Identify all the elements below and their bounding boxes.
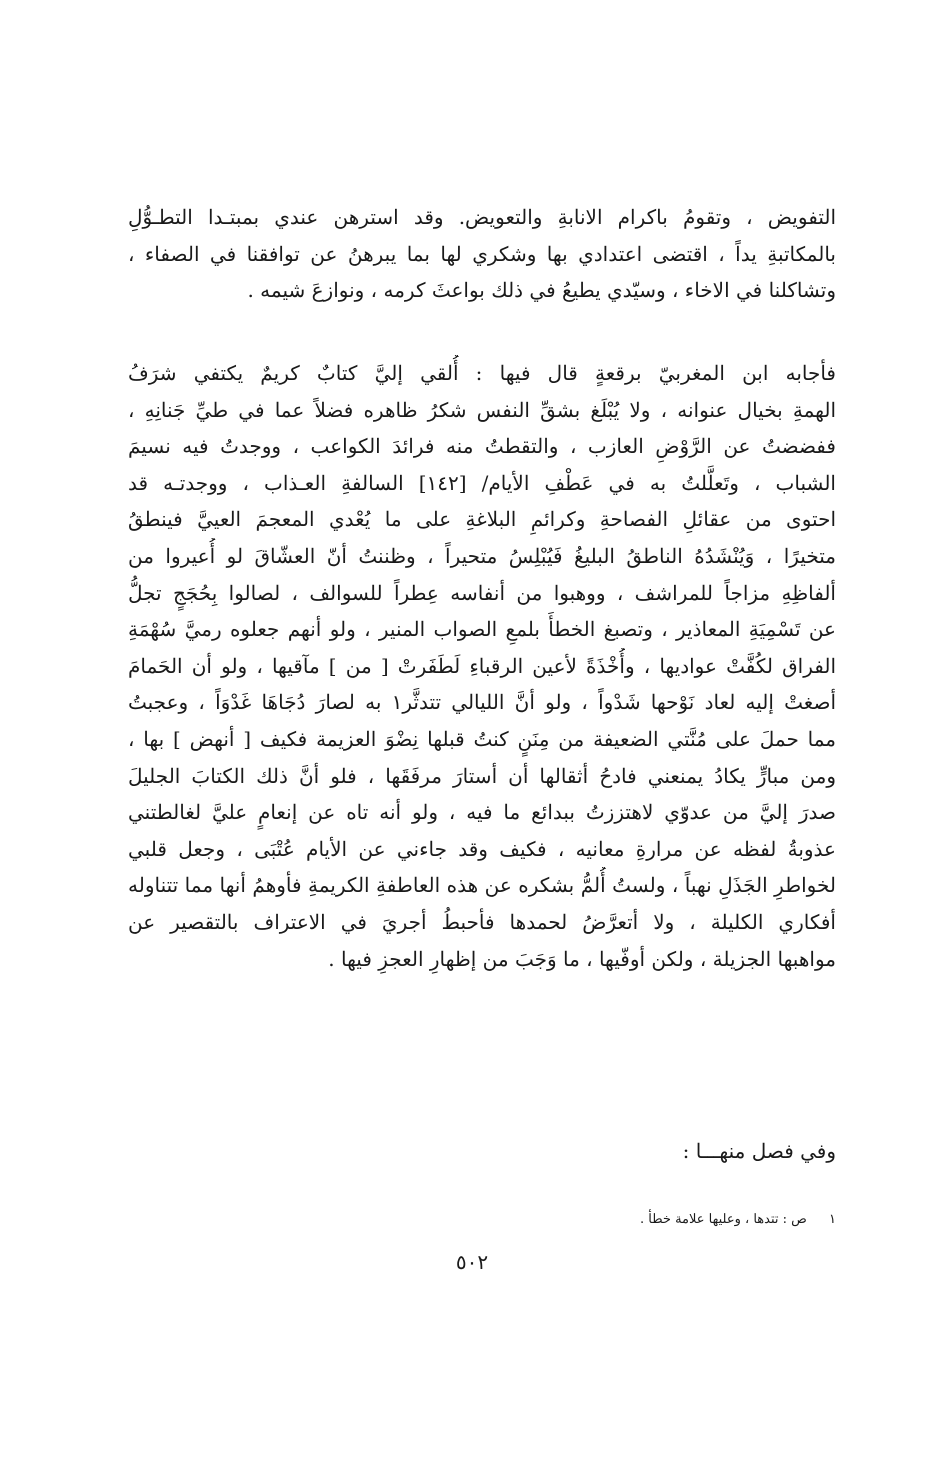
text-line: مما حملَ على مُنَّتي الضعيفة من مِنَنٍ كنتُ قبلها نِضْوَ العزيمة فكيف [ أنهض ] بها ،	[128, 726, 836, 751]
text-line: أفكاري الكليلة ، ولا أتعرَّضُ لحمدها فأحبطُ أجريَ في الاعتراف بالتقصير عن	[128, 909, 836, 934]
text-line: وتشاكلنا في الاخاء ، وسيّدي يطيعُ في ذلك بواعثَ كرمه ، ونوازعَ شيمه .	[247, 278, 836, 303]
text-line: مواهبها الجزيلة ، ولكن أوفّيها ، ما وَجَبَ من إظهارِ العجزِ فيها .	[328, 946, 836, 971]
paragraph-1	[128, 199, 836, 309]
text-line: صدرَ إليَّ من عدوّي لاهتززتُ ببدائع ما فيه ، ولو أنه تاه عن إنعامٍ عليَّ لغالطتني	[128, 800, 836, 825]
text-line: لخواطرِ الجَذَلِ نهباً ، ولستُ أُلمُّ بشكره عن هذه العاطفةِ الكريمةِ فأوهمُ أنها مما تتناوله	[128, 873, 836, 898]
text-line: احتوى من عقائلِ الفصاحةِ وكرائمِ البلاغةِ على ما يُعْدي المعجمَ العييَّ فينطقُ	[128, 507, 836, 532]
footnote	[400, 1210, 836, 1230]
text-line: أصغتْ إليه لعاد نَوْحها شَدْواً ، ولو أنَّ الليالي تتدثَّر١ به لصارَ دُجَاهَا غَدْوَاً ، وعجبتُ	[128, 690, 836, 715]
text-line: بالمكاتبةِ يداً ، اقتضى اعتدادي بها وشكري لها بما يبرهنُ عن توافقنا في الصفاء ،	[128, 241, 836, 266]
footnote-number: ١	[829, 1212, 836, 1227]
paragraph-2	[128, 355, 836, 977]
page-number: ٥٠٢	[455, 1250, 489, 1274]
text-line: ومن مبارٍّ يكادُ يمنعني فادحُ أثقالها أن أستارَ مرفَقَها ، فلو أنَّ ذلك الكتابَ الجليلَ	[128, 763, 836, 788]
footnote-text: ص : تتدها ، وعليها علامة خطأ .	[640, 1212, 807, 1227]
text-line: فأجابه ابن المغربيّ برقعةٍ قال فيها : أُلقي إليَّ كتابٌ كريمٌ يكتفي شرَفُ	[128, 361, 836, 385]
section-intro: وفي فصل منهـــا :	[682, 1139, 836, 1163]
text-line: ففضضتُ عن الرَّوْضِ العازب ، والتقطتُ منه فرائدَ الكواعب ، ووجدتُ فيه نسيمَ	[128, 434, 836, 459]
text-line: ألفاظِهِ مزاجاً للمراشف ، ووهبوا من أنفاسه عِطراً للسوالف ، لصالوا بِحُجَجٍ تجلُّ	[128, 580, 836, 605]
paragraph-3	[128, 1133, 836, 1170]
text-line: متخيرًا ، وَيُنْشَدُهُ الناطقُ البليغُ فَيُبْلِسُ متحيراً ، وظننتُ أنّ العشّاقَ لو أُعيروا من	[128, 543, 836, 568]
text-line: التفويض ، وتقومُ باكرام الانابةِ والتعويض. وقد استرهن عندي بمبتـدا التطـوُّلِ	[128, 205, 836, 229]
text-line: الفراق لكُفَّتْ عواديها ، وأُخْذَةً لأعين الرقباءِ لَطَفَرتْ [ من ] مآقيها ، ولو أن الحَمامَ	[128, 653, 836, 678]
text-line: الهمةِ بخيال عنوانه ، ولا يُبْلَغ بشقِّ النفس شكرُ ظاهره فضلاً عما في طيِّ جَنانِهِ ،	[128, 397, 836, 422]
text-line: عذوبةُ لفظه عن مرارةِ معانيه ، فكيف وقد جاءني عن الأيام عُتْبَى ، وجعل قلبي	[128, 836, 836, 861]
text-line: عن تَسْمِيَةِ المعاذير ، وتصبغ الخطأَ بلمعِ الصواب المنير ، ولو أنهم جعلوه رميَّ سُهْمَةِ	[128, 617, 836, 642]
text-line: الشباب ، وتَعلَّلتُ به في عَطْفِ الأيام/ [١٤٢] السالفةِ العـذاب ، ووجدتـه قد	[128, 470, 836, 495]
